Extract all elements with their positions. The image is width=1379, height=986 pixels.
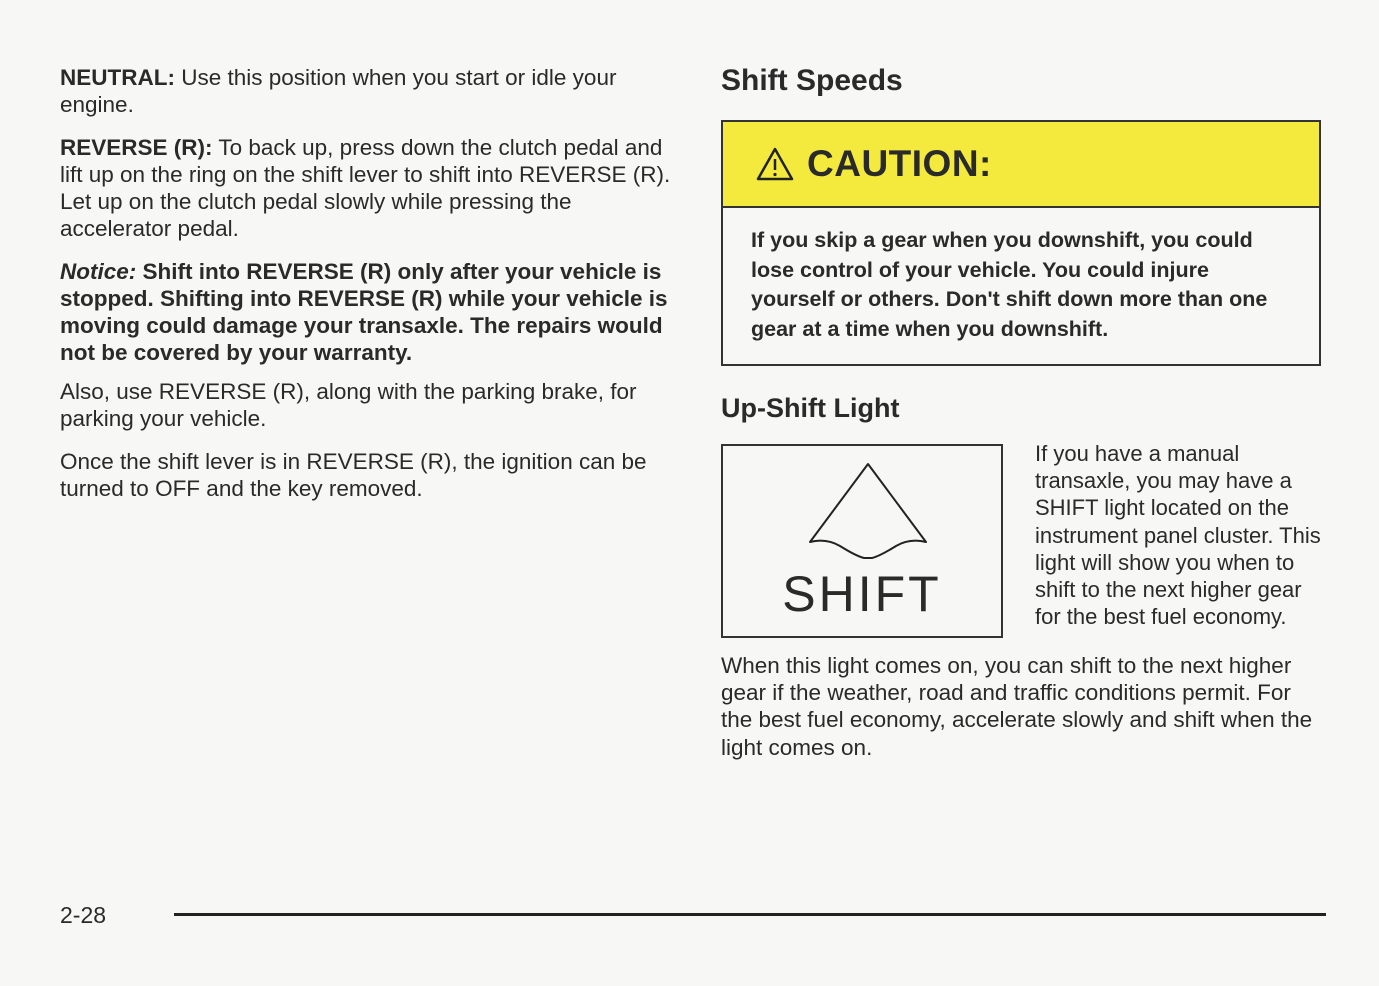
upshift-description [1035, 440, 1326, 638]
upshift-text: If you have a manual transaxle, you may have a SHIFT light located on the instrument panel cluster. This light will show you when to shift to the next higher gear for the best fuel economy. [1035, 441, 1321, 630]
neutral-paragraph [60, 64, 680, 118]
notice-text: Shift into REVERSE (R) only after your vehicle is stopped. Shifting into REVERSE (R) while your vehicle is moving could damage your transaxle. The repairs would not be covered by your warranty. [60, 259, 668, 365]
left-column [60, 64, 680, 518]
upshift-after [721, 652, 1326, 761]
caution-text: If you skip a gear when you downshift, you could lose control of your vehicle. You could injure yourself or others. Don't shift down more than one gear at a time when you downshift. [751, 228, 1268, 341]
right-column [721, 58, 1326, 761]
footer-rule [174, 913, 1326, 916]
caution-body [723, 208, 1319, 364]
warning-triangle-icon [755, 146, 795, 182]
shift-indicator-illustration [721, 444, 1003, 638]
caution-title: CAUTION: [807, 143, 992, 184]
shift-label: SHIFT [782, 566, 942, 622]
neutral-label: NEUTRAL: [60, 65, 175, 90]
page-number: 2-28 [60, 902, 107, 928]
upshift-after-text: When this light comes on, you can shift to the next higher gear if the weather, road and traffic conditions permit. For the best fuel economy, accelerate slowly and shift when the light comes on. [721, 653, 1313, 760]
upshift-row [721, 441, 1326, 638]
caution-header [723, 122, 1319, 208]
upshift-heading: Up-Shift Light [721, 393, 900, 423]
neutral-text: Use this position when you start or idle your engine. [60, 65, 617, 117]
notice-label: Notice: [60, 259, 137, 284]
also-paragraph: Also, use REVERSE (R), along with the parking brake, for parking your vehicle. [60, 379, 637, 431]
up-arrow-icon [807, 460, 927, 560]
once-paragraph: Once the shift lever is in REVERSE (R), the ignition can be turned to OFF and the key removed. [60, 449, 647, 501]
notice-paragraph [60, 258, 680, 366]
reverse-label: REVERSE (R): [60, 135, 213, 160]
reverse-text: To back up, press down the clutch pedal and lift up on the ring on the shift lever to shift into REVERSE (R). Let up on the clutch pedal slowly while pressing the accelerator pedal. [60, 135, 671, 241]
caution-box [721, 120, 1321, 366]
reverse-paragraph [60, 134, 680, 242]
shift-speeds-heading: Shift Speeds [721, 64, 903, 97]
